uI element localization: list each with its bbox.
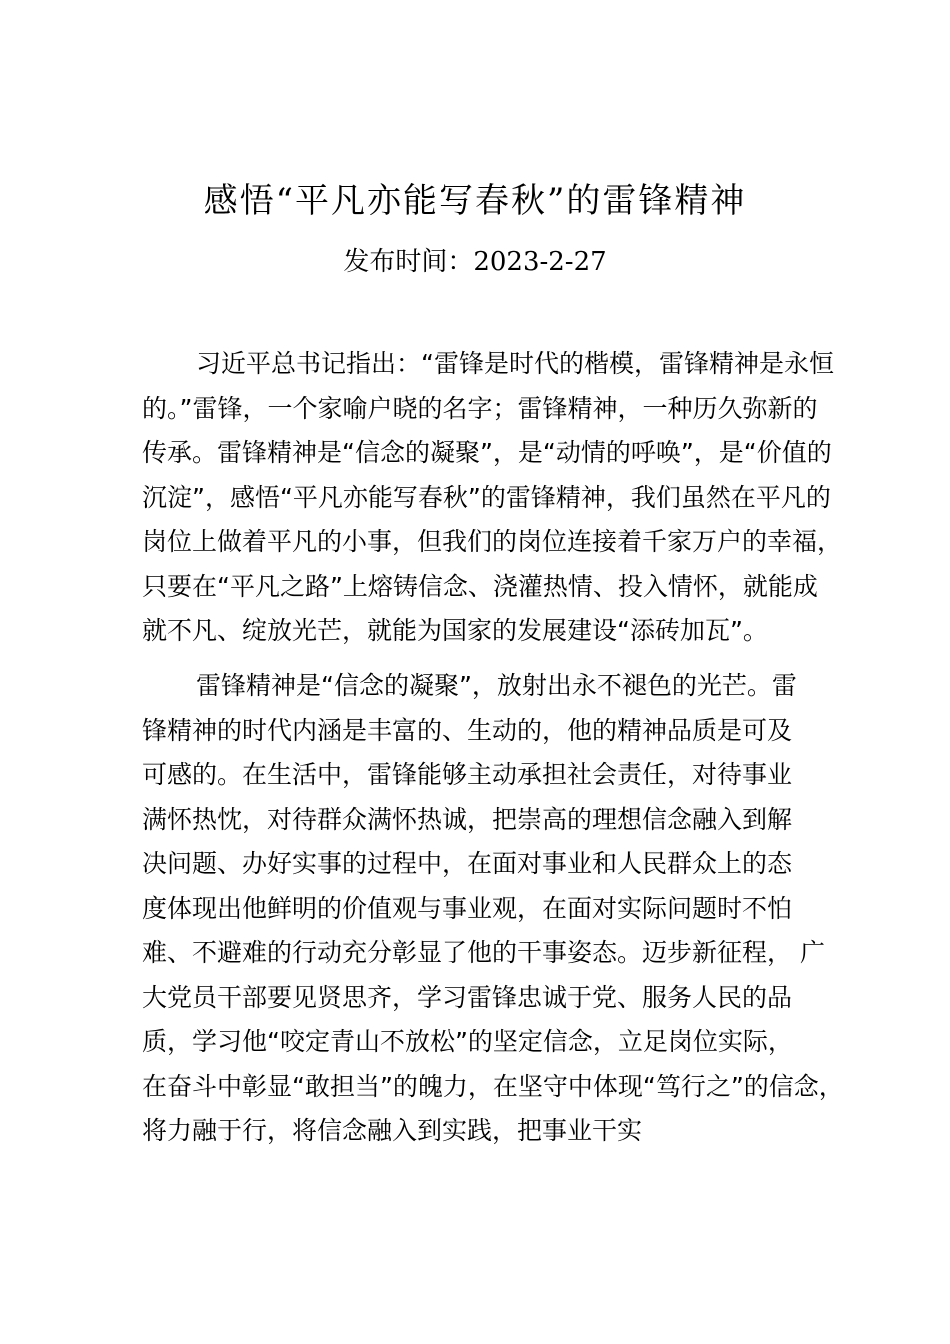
paragraph-line: 岗位上做着平凡的小事，但我们的岗位连接着千家万户的幸福， [142,527,843,556]
paragraph-line: 质，学习他“咬定青山不放松”的坚定信念，立足岗位实际， [142,1027,793,1056]
paragraph-line: 难、不避难的行动充分彰显了他的干事姿态。迈步新征程， 广 [142,938,825,967]
paragraph-line: 决问题、办好实事的过程中，在面对事业和人民群众上的态 [142,849,793,878]
paragraph-line: 大党员干部要见贤思齐，学习雷锋忠诚于党、服务人民的品 [142,982,793,1012]
paragraph-2 [142,664,842,1154]
paragraph-line: 锋精神的时代内涵是丰富的、生动的，他的精神品质是可及 [142,715,793,745]
paragraph-line: 传承。雷锋精神是“信念的凝聚”，是“动情的呼唤”，是“价值的 [142,438,832,467]
paragraph-line: 在奋斗中彰显“敢担当”的魄力，在坚守中体现“笃行之”的信念， [142,1071,844,1101]
paragraph-line: 满怀热忱，对待群众满怀热诚，把崇高的理想信念融入到解 [142,804,793,834]
article-title: 感悟“平凡亦能写春秋”的雷锋精神 [203,181,747,221]
paragraph-line: 就不凡、绽放光芒，就能为国家的发展建设“添砖加瓦”。 [142,616,768,645]
paragraph-line: 只要在“平凡之路”上熔铸信念、浇灌热情、投入情怀，就能成 [142,571,818,601]
paragraph-line: 度体现出他鲜明的价值观与事业观，在面对实际问题时不怕 [142,893,793,923]
paragraph-line: 雷锋精神是“信念的凝聚”，放射出永不褪色的光芒。雷 [196,671,797,700]
paragraph-line: 沉淀”，感悟“平凡亦能写春秋”的雷锋精神，我们虽然在平凡的 [142,482,831,512]
paragraph-1 [142,342,842,654]
paragraph-line: 可感的。在生活中，雷锋能够主动承担社会责任，对待事业 [142,760,793,789]
publish-date: 发布时间：2023-2-27 [343,247,607,277]
paragraph-line: 习近平总书记指出：“雷锋是时代的楷模，雷锋精神是永恒 [196,349,834,378]
paragraph-line: 的。”雷锋，一个家喻户晓的名字；雷锋精神，一种历久弥新的 [142,393,818,423]
paragraph-line: 将力融于行，将信念融入到实践，把事业干实 [142,1116,643,1145]
